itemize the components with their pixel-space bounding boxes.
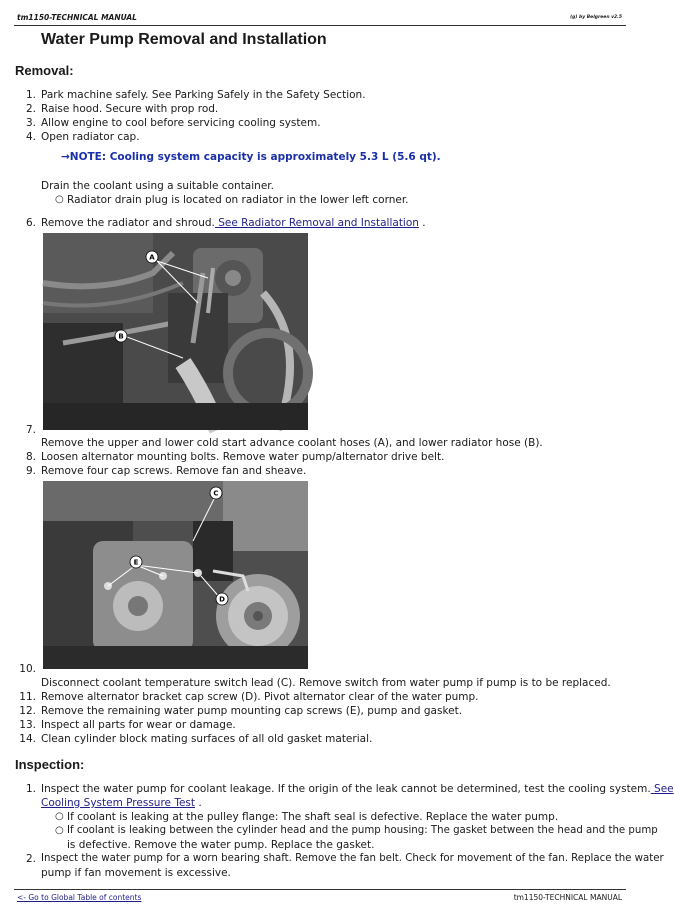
step-10: Disconnect coolant temperature switch lead (C). Remove switch from water pump if pump is to be replaced.	[41, 677, 611, 689]
inspection-step-2: Inspect the water pump for a worn bearing shaft. Remove the fan belt. Check for movement of the fan. Replace the water	[41, 853, 664, 864]
step-number: 2.	[25, 853, 36, 865]
manual-title: tm1150-TECHNICAL MANUAL	[17, 13, 137, 22]
step-number: 14.	[19, 733, 36, 745]
callout-e: E	[133, 558, 139, 567]
inspection-step-1-cont	[41, 796, 202, 810]
bullet-icon: ○	[55, 811, 64, 822]
footer-manual-title: tm1150-TECHNICAL MANUAL	[513, 893, 622, 902]
inspection-heading: Inspection:	[15, 757, 85, 772]
step-4: Open radiator cap.	[41, 131, 140, 143]
step-14: Clean cylinder block mating surfaces of all old gasket material.	[41, 733, 373, 745]
engine-hoses-photo	[43, 233, 308, 430]
callout-b: B	[118, 332, 124, 341]
step-number: 3.	[25, 117, 36, 129]
page-footer	[14, 889, 626, 903]
page-header	[14, 12, 626, 26]
step-number: 8.	[25, 451, 36, 463]
callout-d: D	[219, 595, 225, 604]
step-number: 4.	[25, 131, 36, 143]
drain-bullet: Radiator drain plug is located on radiator in the lower left corner.	[67, 194, 409, 206]
radiator-removal-link[interactable]: See Radiator Removal and Installation	[214, 217, 419, 229]
step-3: Allow engine to cool before servicing cooling system.	[41, 117, 321, 129]
step-7: Remove the upper and lower cold start advance coolant hoses (A), and lower radiator hose (B).	[41, 437, 543, 449]
step-12: Remove the remaining water pump mounting cap screws (E), pump and gasket.	[41, 705, 463, 717]
bullet-icon: ○	[55, 825, 64, 836]
callout-a: A	[149, 253, 155, 262]
capacity-note: →NOTE: Cooling system capacity is approximately 5.3 L (5.6 qt).	[61, 151, 441, 163]
pressure-test-link-a[interactable]: See	[650, 783, 674, 795]
step-number: 7.	[25, 424, 36, 436]
step-13: Inspect all parts for wear or damage.	[41, 719, 236, 731]
step-number: 12.	[19, 705, 36, 717]
step-number: 11.	[19, 691, 36, 703]
removal-heading: Removal:	[15, 63, 74, 78]
step-number: 1.	[25, 783, 36, 795]
step-6	[41, 216, 426, 230]
step-number: 9.	[25, 465, 36, 477]
callout-c: C	[213, 489, 219, 498]
step-number: 1.	[25, 89, 36, 101]
step-8: Loosen alternator mounting bolts. Remove water pump/alternator drive belt.	[41, 451, 445, 463]
page-title: Water Pump Removal and Installation	[41, 31, 327, 48]
step-6-text: Remove the radiator and shroud.	[41, 217, 215, 229]
inspection-step-1-suffix: .	[195, 797, 202, 809]
inspection-bullet-1: If coolant is leaking at the pulley flange: The shaft seal is defective. Replace the water pump.	[67, 811, 559, 823]
step-number: 2.	[25, 103, 36, 115]
step-number: 6.	[25, 217, 36, 229]
step-1: Park machine safely. See Parking Safely in the Safety Section.	[41, 89, 366, 101]
inspection-step-2-cont: pump if fan movement is excessive.	[41, 867, 231, 879]
generator-mark: (g) by Belgreen v2.5	[570, 15, 622, 20]
pressure-test-link[interactable]: Cooling System Pressure Test	[41, 797, 196, 809]
step-6-suffix: .	[418, 217, 426, 229]
inspection-bullet-2: If coolant is leaking between the cylinder head and the pump housing: The gasket between the head and the pump	[67, 825, 658, 836]
inspection-step-1-text: Inspect the water pump for coolant leakage. If the origin of the leak cannot be determined, test the cooling system.	[41, 783, 651, 795]
bullet-icon: ○	[55, 194, 64, 205]
step-11: Remove alternator bracket cap screw (D). Pivot alternator clear of the water pump.	[41, 691, 479, 703]
step-2: Raise hood. Secure with prop rod.	[41, 103, 219, 115]
water-pump-photo	[43, 481, 308, 669]
inspection-bullet-2-cont: is defective. Remove the water pump. Replace the gasket.	[67, 839, 375, 851]
inspection-step-1	[41, 782, 674, 796]
drain-text: Drain the coolant using a suitable container.	[41, 180, 274, 192]
step-number: 10.	[19, 663, 36, 675]
toc-link[interactable]: <- Go to Global Table of contents	[17, 893, 142, 902]
step-9: Remove four cap screws. Remove fan and sheave.	[41, 465, 307, 477]
step-number: 13.	[19, 719, 36, 731]
